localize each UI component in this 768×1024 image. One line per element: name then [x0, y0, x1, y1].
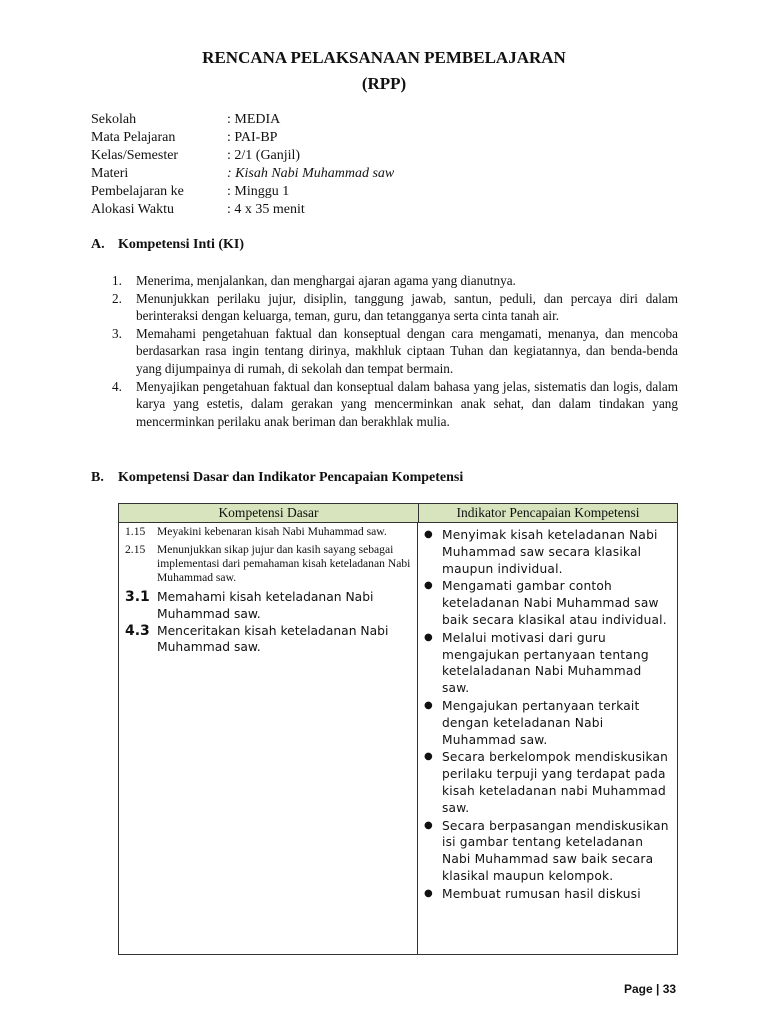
table-header-ipk: Indikator Pencapaian Kompetensi	[456, 505, 640, 520]
kd-item	[125, 589, 413, 623]
kd-text: Meyakini kebenaran kisah Nabi Muhammad saw.	[157, 525, 387, 538]
bullet-icon: ●	[424, 887, 433, 899]
info-row-mata-pelajaran	[91, 129, 394, 147]
list-number: 4.	[112, 378, 122, 394]
indicator-text: Menyimak kisah keteladanan Nabi Muhammad saw secara klasikal maupun individual.	[442, 528, 658, 576]
info-label: Sekolah	[91, 112, 137, 127]
info-label: Kelas/Semester	[91, 148, 179, 163]
list-item	[112, 272, 678, 290]
table-header-kd: Kompetensi Dasar	[119, 504, 419, 522]
kd-code: 2.15	[125, 543, 146, 556]
info-value: : 2/1 (Ganjil)	[227, 148, 301, 163]
section-heading-kd	[91, 470, 463, 486]
info-value: : 4 x 35 menit	[227, 202, 305, 217]
table-body	[119, 523, 677, 955]
document-title: RENCANA PELAKSANAAN PEMBELAJARAN	[202, 48, 566, 67]
section-letter: B.	[91, 470, 104, 485]
bullet-icon: ●	[424, 580, 433, 592]
info-value: : Minggu 1	[227, 184, 290, 199]
bullet-icon: ●	[424, 529, 433, 540]
section-letter: A.	[91, 237, 105, 252]
list-text: Menyajikan pengetahuan faktual dan konseptual dalam bahasa yang jelas, sistematis dan logis, dalam karya yang estetis, dalam gerakan yang mencerminkan anak sehat, dan dalam tindakan yang mencerminkan perilaku anak beriman dan berakhlak mulia.	[136, 378, 678, 429]
kd-text: Menceritakan kisah keteladanan Nabi Muhammad saw.	[157, 623, 389, 655]
info-label: Alokasi Waktu	[91, 202, 174, 217]
kd-item	[125, 525, 413, 539]
bullet-icon: ●	[424, 631, 433, 643]
kd-code: 3.1	[125, 589, 150, 605]
indicator-item	[422, 818, 671, 885]
list-text: Menerima, menjalankan, dan menghargai ajaran agama yang dianutnya.	[136, 273, 516, 288]
kd-table	[118, 503, 678, 955]
info-value: : Kisah Nabi Muhammad saw	[227, 166, 395, 181]
indicator-text: Mengamati gambar contoh keteladanan Nabi Muhammad saw baik secara klasikal atau individual.	[442, 579, 667, 627]
bullet-icon: ●	[424, 751, 433, 763]
table-header	[119, 504, 677, 523]
kd-code: 4.3	[125, 622, 150, 639]
info-row-materi	[91, 165, 394, 183]
section-title: Kompetensi Dasar dan Indikator Pencapaian Kompetensi	[118, 470, 464, 485]
section-title: Kompetensi Inti (KI)	[118, 237, 244, 252]
kd-code: 1.15	[125, 525, 146, 538]
list-number: 3.	[112, 325, 122, 341]
info-row-alokasi-waktu	[91, 201, 394, 219]
kd-item	[125, 623, 413, 657]
indicator-text: Membuat rumusan hasil diskusi	[442, 886, 641, 901]
indicator-text: Mengajukan pertanyaan terkait dengan keteladanan Nabi Muhammad saw.	[442, 698, 640, 747]
list-item	[112, 378, 678, 431]
document-subtitle: (RPP)	[361, 74, 407, 93]
indicator-item	[422, 630, 671, 697]
kd-column	[119, 523, 418, 955]
info-label: Mata Pelajaran	[91, 130, 176, 145]
list-number: 2.	[112, 290, 122, 306]
indicator-item	[422, 886, 671, 903]
ki-list	[112, 272, 678, 430]
list-number: 1.	[112, 273, 122, 288]
indicator-item	[422, 749, 671, 816]
list-text: Memahami pengetahuan faktual dan konseptual dengan cara mengamati, menanya, dan mencoba berdasarkan rasa ingin tentang dirinya, makhluk ciptaan Tuhan dan kegiatannya, dan benda-benda yang dijumpainya di rumah, di sekolah dan tempat bermain.	[136, 325, 678, 376]
indicator-item	[422, 578, 671, 628]
list-item	[112, 290, 678, 325]
info-value: : PAI-BP	[227, 130, 278, 145]
list-item	[112, 325, 678, 378]
kd-item	[125, 543, 413, 585]
indicator-text: Secara berpasangan mendiskusikan isi gambar tentang keteladanan Nabi Muhammad saw baik secara klasikal maupun kelompok.	[442, 818, 669, 883]
info-value: : MEDIA	[227, 112, 281, 127]
info-label: Materi	[91, 166, 129, 181]
bullet-icon: ●	[424, 819, 433, 831]
info-row-pembelajaran-ke	[91, 183, 394, 201]
indicator-text: Melalui motivasi dari guru mengajukan pertanyaan tentang ketelaladanan Nabi Muhammad saw.	[442, 630, 649, 696]
bullet-icon: ●	[424, 699, 433, 711]
page-number: Page | 33	[624, 982, 677, 996]
kd-text: Memahami kisah keteladanan Nabi Muhammad saw.	[157, 590, 374, 621]
info-row-sekolah	[91, 111, 394, 129]
info-block	[91, 111, 394, 219]
list-text: Menunjukkan perilaku jujur, disiplin, tanggung jawab, santun, peduli, dan percaya diri dalam berinteraksi dengan keluarga, teman, guru, dan tetangganya serta cinta tanah air.	[136, 290, 678, 324]
section-heading-ki	[91, 237, 244, 253]
indicator-item	[422, 698, 671, 748]
kd-text: Menunjukkan sikap jujur dan kasih sayang sebagai implementasi dari pemahaman kisah keteladanan Nabi Muhammad saw.	[157, 543, 411, 584]
info-row-kelas-semester	[91, 147, 394, 165]
indicator-text: Secara berkelompok mendiskusikan perilaku terpuji yang terdapat pada kisah keteladanan nabi Muhammad saw.	[442, 750, 669, 815]
indicator-column	[418, 523, 677, 955]
info-label: Pembelajaran ke	[91, 184, 184, 199]
indicator-item	[422, 527, 671, 577]
